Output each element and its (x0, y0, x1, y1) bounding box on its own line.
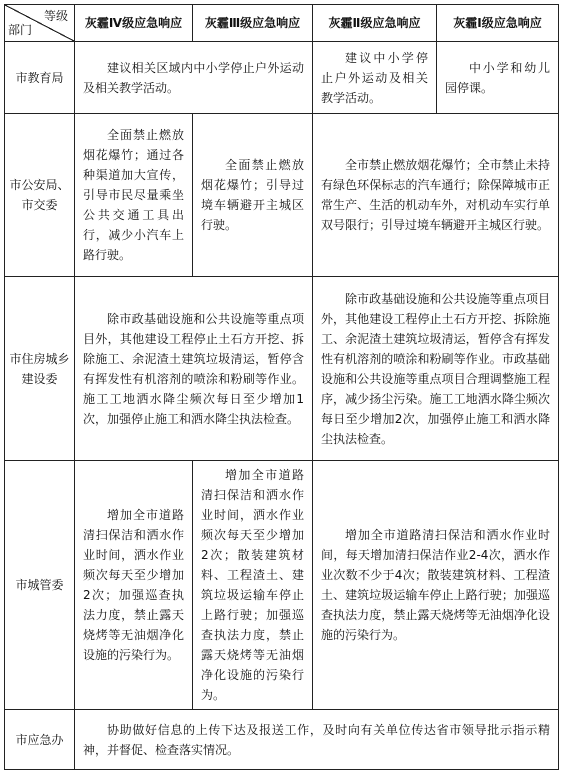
emergency-all-levels: 协助做好信息的上传下达及报送工作，及时向有关单位传达省市领导批示指示精神，并督促、检查落实情况。 (75, 710, 559, 770)
housing-level-2-1: 除市政基础设施和公共设施等重点项目外，其他建设工程停止土石方开挖、拆除施工、余泥渣土建筑垃圾清运，暂停含有挥发性有机溶剂的喷涂和粉刷等作业。市政基础设施和公共设施等重点项目合理调整施工程序，减少扬尘污染。施工工地洒水降尘频次每日至少增加2次，加强停止施工和洒水降尘执法检查。 (313, 277, 559, 461)
header-row (5, 5, 559, 42)
housing-level-4-3: 除市政基础设施和公共设施等重点项目外，其他建设工程停止土石方开挖、拆除施工、余泥渣土建筑垃圾清运，暂停含有挥发性有机溶剂的喷涂和粉刷等作业。施工工地洒水降尘频次每日至少增加1次，加强停止施工和洒水降尘执法检查。 (75, 277, 313, 461)
level-1-header: 灰霾Ⅰ级应急响应 (437, 5, 559, 42)
corner-level-label: 等级 (43, 9, 68, 23)
education-level-1: 中小学和幼儿园停课。 (437, 42, 559, 114)
emergency-response-table (4, 4, 559, 770)
diagonal-header (5, 5, 74, 41)
urban-level-3: 增加全市道路清扫保洁和洒水作业时间，洒水作业频次每天至少增加2次；散装建筑材料、工程渣土、建筑垃圾运输车停止上路行驶；加强巡查执法力度，禁止露天烧烤等无油烟净化设施的污染行为。 (193, 461, 313, 710)
dept-urban: 市城管委 (5, 461, 75, 710)
row-emergency (5, 710, 559, 770)
row-education (5, 42, 559, 114)
urban-level-2-1: 增加全市道路清扫保洁和洒水作业时间，每天增加清扫保洁作业2-4次，洒水作业次数不少于4次；散装建筑材料、工程渣土、建筑垃圾运输车停止上路行驶；加强巡查执法力度，禁止露天烧烤等无油烟净化设施的污染行为。 (313, 461, 559, 710)
row-housing (5, 277, 559, 461)
level-4-header: 灰霾Ⅳ级应急响应 (75, 5, 193, 42)
education-level-4-3: 建议相关区域内中小学停止户外运动及相关教学活动。 (75, 42, 313, 114)
police-level-3: 全面禁止燃放烟花爆竹；引导过境车辆避开主城区行驶。 (193, 114, 313, 277)
urban-level-4: 增加全市道路清扫保洁和洒水作业时间，洒水作业频次每天至少增加2次；加强巡查执法力度，禁止露天烧烤等无油烟净化设施的污染行为。 (75, 461, 193, 710)
corner-dept-label: 部门 (8, 23, 33, 37)
education-level-2: 建议中小学停止户外运动及相关教学活动。 (313, 42, 437, 114)
level-3-header: 灰霾Ⅲ级应急响应 (193, 5, 313, 42)
police-level-2-1: 全市禁止燃放烟花爆竹；全市禁止未持有绿色环保标志的汽车通行；除保障城市正常生产、生活的机动车外，对机动车实行单双号限行；引导过境车辆避开主城区行驶。 (313, 114, 559, 277)
row-urban (5, 461, 559, 710)
dept-police: 市公安局、市交委 (5, 114, 75, 277)
police-level-4: 全面禁止燃放烟花爆竹；通过各种渠道加大宣传，引导市民尽量乘坐公共交通工具出行，减少小汽车上路行驶。 (75, 114, 193, 277)
dept-education: 市教育局 (5, 42, 75, 114)
corner-cell (5, 5, 75, 42)
level-2-header: 灰霾Ⅱ级应急响应 (313, 5, 437, 42)
dept-housing: 市住房城乡建设委 (5, 277, 75, 461)
row-police (5, 114, 559, 277)
dept-emergency: 市应急办 (5, 710, 75, 770)
